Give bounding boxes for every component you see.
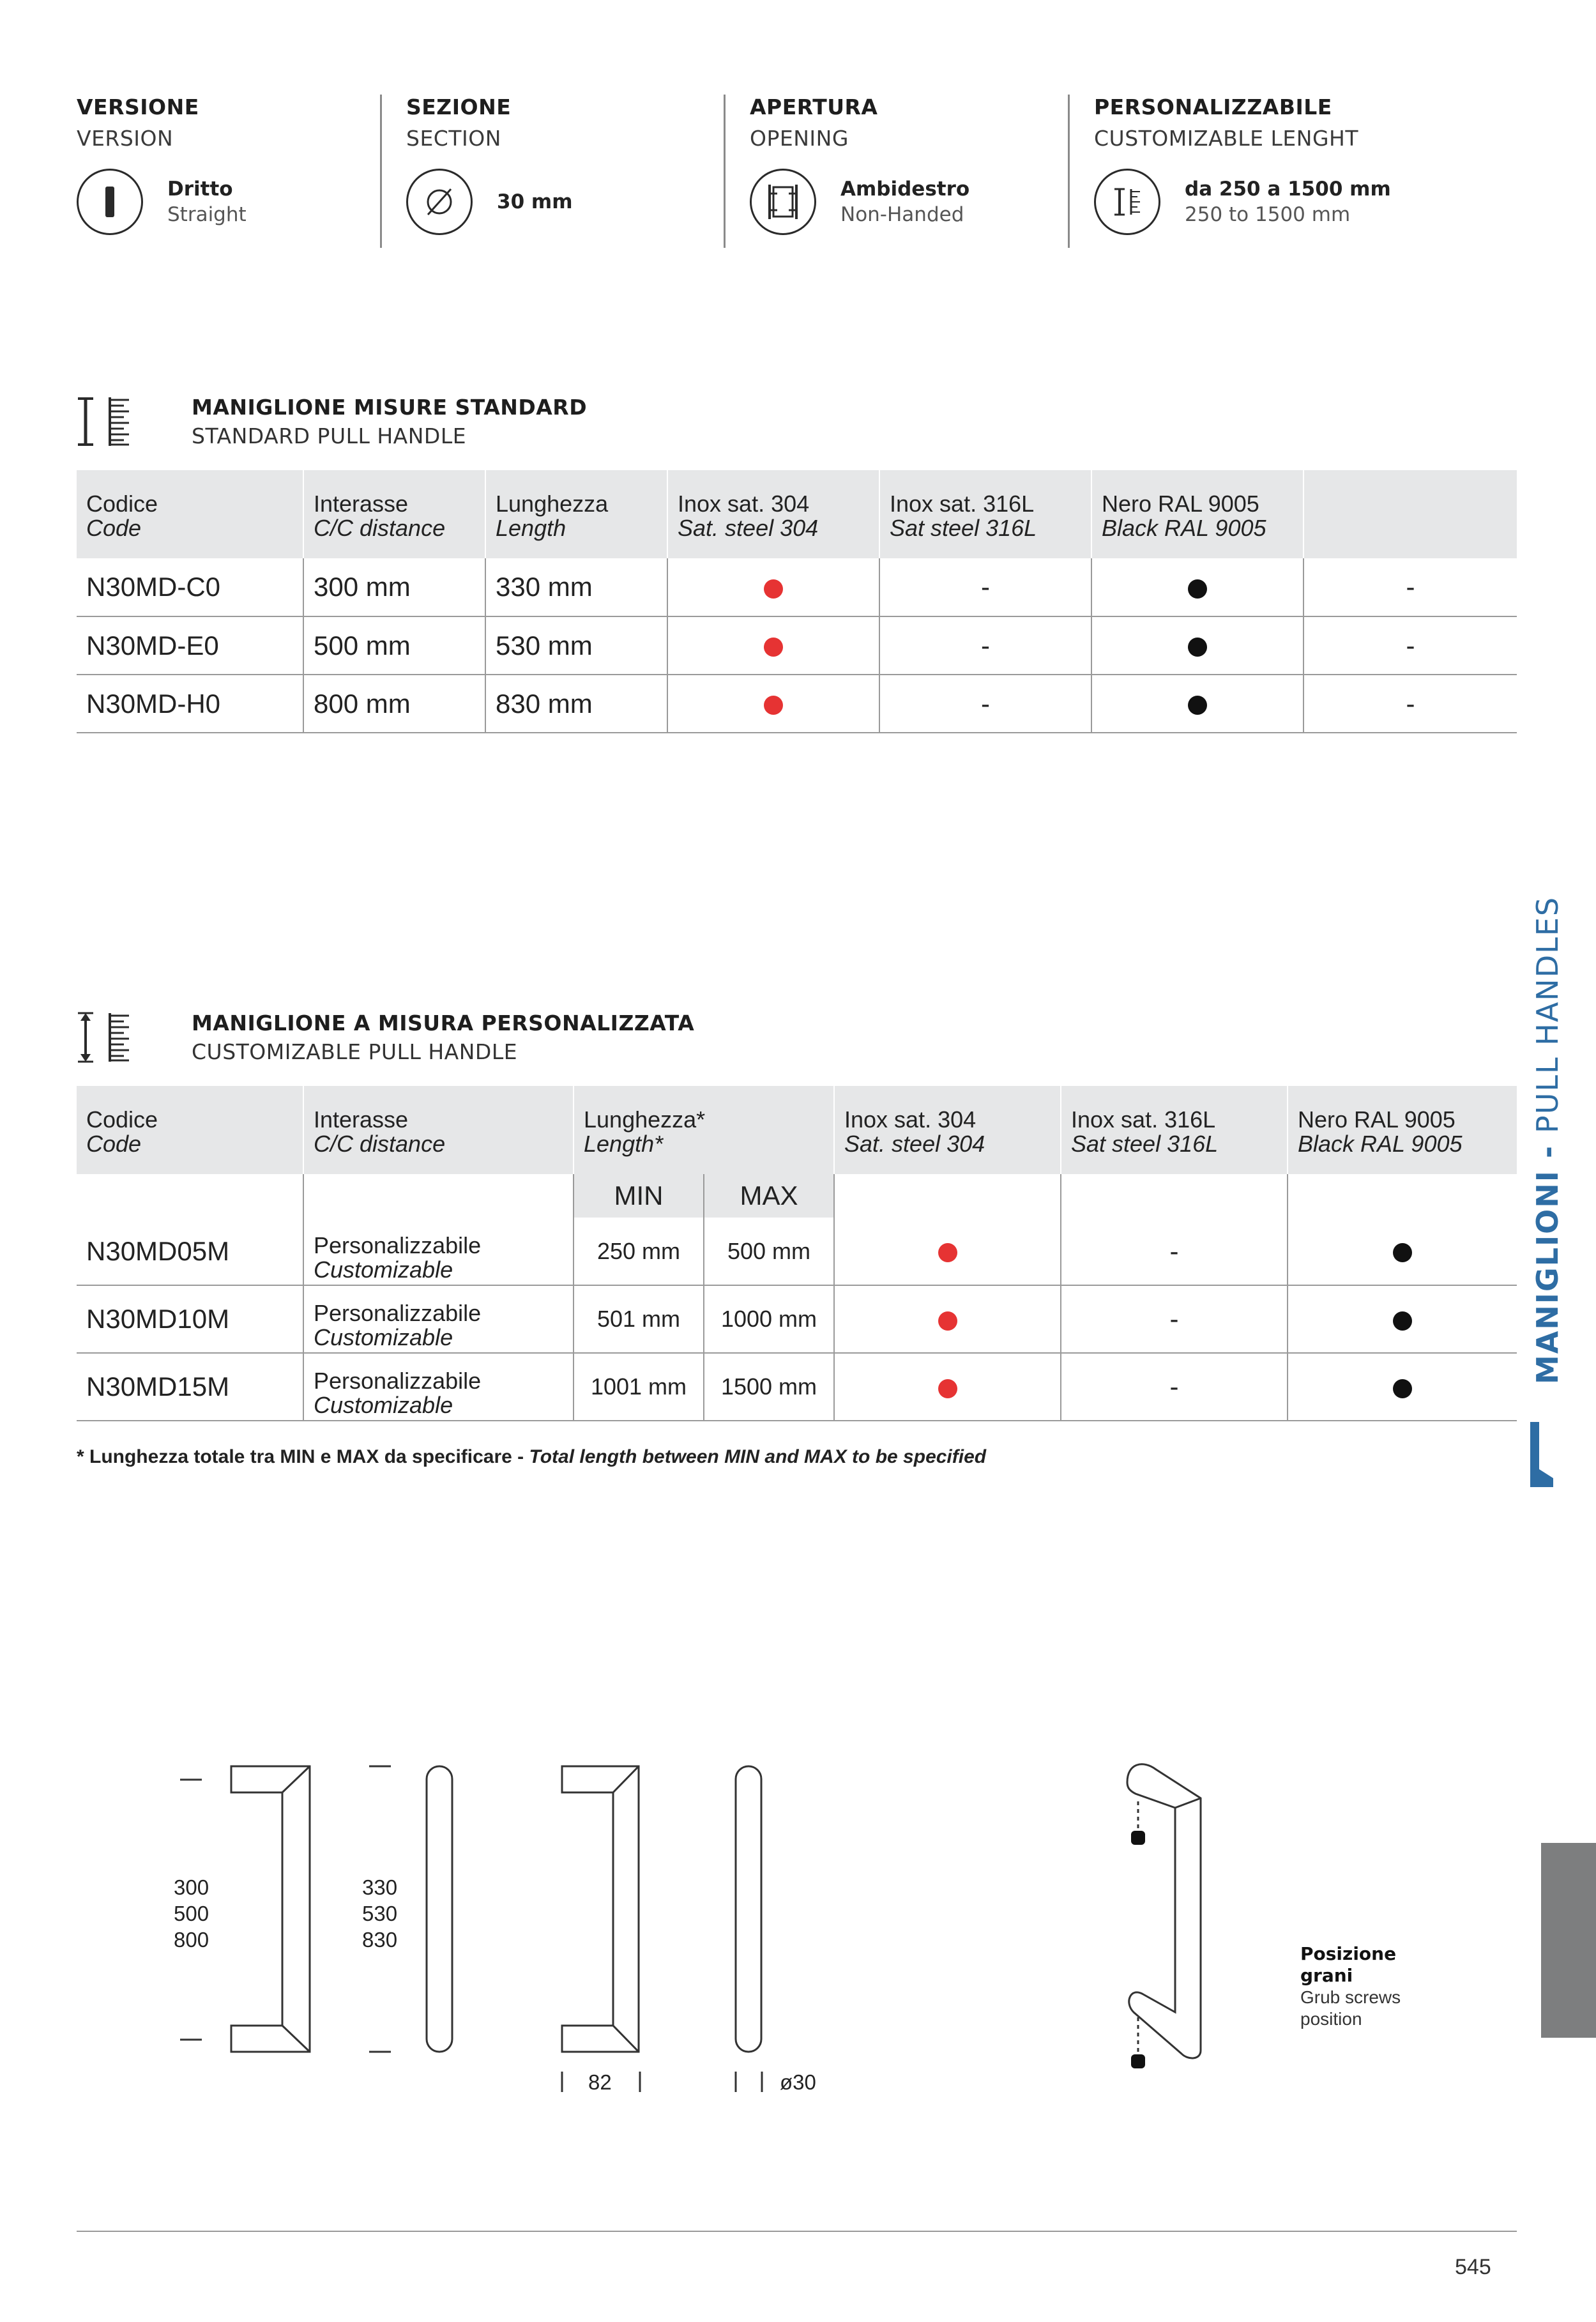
custom-section-header (77, 1011, 694, 1064)
handle-logo-icon (1528, 1419, 1560, 1490)
available-red-dot (764, 579, 783, 599)
min-label: MIN (574, 1174, 704, 1218)
cell-cc: 500 mm (303, 616, 485, 675)
section-title: MANIGLIONE MISURE STANDARD (192, 395, 588, 420)
header-code: Codice Code (77, 1086, 303, 1174)
custom-length-icon (77, 1012, 134, 1063)
spec-title: VERSIONE (77, 95, 199, 119)
footnote-en: Total length between MIN and MAX to be specified (529, 1446, 987, 1467)
header-length: Lunghezza Length (485, 470, 667, 558)
spec-value: da 250 a 1500 mm (1185, 178, 1391, 201)
custom-length-icon (1094, 169, 1160, 235)
spec-version (77, 95, 247, 248)
cell-cc: Personalizzabile Customizable (303, 1285, 574, 1353)
cc-dimension-labels: 300 500 800 (174, 1875, 209, 1952)
header-cc: Interasse C/C distance (303, 470, 485, 558)
header-steel-304: Inox sat. 304 Sat. steel 304 (667, 470, 879, 558)
header-steel-304: Inox sat. 304 Sat. steel 304 (834, 1086, 1061, 1174)
spec-value-en: Straight (167, 203, 247, 226)
spec-value-en: 250 to 1500 mm (1185, 203, 1351, 226)
table-row (77, 558, 1517, 616)
cell-code: N30MD-C0 (77, 558, 303, 616)
spec-value-en: Non-Handed (840, 203, 964, 226)
cell-code: N30MD10M (77, 1285, 303, 1353)
max-label: MAX (704, 1174, 834, 1218)
min-max-row (77, 1174, 1517, 1218)
cell-steel-316: - (879, 675, 1091, 733)
cell-steel-316: - (879, 616, 1091, 675)
header-black: Nero RAL 9005 Black RAL 9005 (1091, 470, 1303, 558)
cell-cc: 800 mm (303, 675, 485, 733)
spec-opening (724, 95, 969, 248)
spec-value: 30 mm (497, 190, 573, 213)
diameter-dimension: ø30 (780, 2070, 816, 2094)
table-row (77, 1218, 1517, 1285)
spec-customizable (1068, 95, 1391, 248)
table-header-row (77, 1086, 1517, 1174)
cell-code: N30MD05M (77, 1218, 303, 1285)
available-red-dot (764, 696, 783, 715)
technical-drawing (0, 1750, 1596, 2108)
cell-length: 830 mm (485, 675, 667, 733)
header-steel-316: Inox sat. 316L Sat steel 316L (879, 470, 1091, 558)
header-code: Codice Code (77, 470, 303, 558)
spec-title: APERTURA (750, 95, 878, 119)
cell-max: 500 mm (704, 1218, 834, 1285)
custom-table (77, 1086, 1517, 1421)
table-row (77, 616, 1517, 675)
available-black-dot (1188, 638, 1207, 657)
available-red-dot (938, 1243, 957, 1262)
available-red-dot (764, 638, 783, 657)
cell-steel-316: - (1061, 1218, 1288, 1285)
spec-title: PERSONALIZZABILE (1094, 95, 1332, 119)
header-cc: Interasse C/C distance (303, 1086, 574, 1174)
spec-value: Ambidestro (840, 178, 970, 201)
section-subtitle: STANDARD PULL HANDLE (192, 424, 467, 448)
spec-subtitle: VERSION (77, 126, 174, 151)
standard-length-icon (77, 396, 134, 447)
side-tab-label: MANIGLIONI - PULL HANDLES (1530, 896, 1565, 1385)
table-row (77, 1353, 1517, 1421)
side-tab (1522, 885, 1573, 1396)
footer-divider (77, 2231, 1517, 2232)
header-steel-316: Inox sat. 316L Sat steel 316L (1061, 1086, 1288, 1174)
cell-extra: - (1303, 558, 1517, 616)
diameter-icon (406, 169, 473, 235)
cell-min: 501 mm (574, 1285, 704, 1353)
cell-cc: Personalizzabile Customizable (303, 1218, 574, 1285)
cell-cc: 300 mm (303, 558, 485, 616)
cell-min: 1001 mm (574, 1353, 704, 1421)
cell-extra: - (1303, 675, 1517, 733)
grub-screw-top (1131, 1831, 1145, 1845)
table-row (77, 1285, 1517, 1353)
page-number: 545 (1455, 2255, 1491, 2279)
header-length: Lunghezza* Length* (574, 1086, 834, 1174)
header-black: Nero RAL 9005 Black RAL 9005 (1288, 1086, 1517, 1174)
projection-dimension: 82 (588, 2070, 612, 2094)
footnote-it: * Lunghezza totale tra MIN e MAX da specificare - (77, 1446, 529, 1467)
spec-title: SEZIONE (406, 95, 512, 119)
spec-subtitle: OPENING (750, 126, 849, 151)
grub-screw-bottom (1131, 2054, 1145, 2068)
cell-cc: Personalizzabile Customizable (303, 1353, 574, 1421)
available-black-dot (1188, 579, 1207, 599)
cell-steel-316: - (1061, 1285, 1288, 1353)
spec-section (380, 95, 573, 248)
available-red-dot (938, 1311, 957, 1331)
spec-value: Dritto (167, 178, 233, 201)
header-empty (1303, 470, 1517, 558)
available-black-dot (1393, 1311, 1412, 1331)
non-handed-icon (750, 169, 816, 235)
cell-code: N30MD-E0 (77, 616, 303, 675)
spec-subtitle: SECTION (406, 126, 501, 151)
cell-max: 1000 mm (704, 1285, 834, 1353)
available-black-dot (1393, 1243, 1412, 1262)
available-black-dot (1393, 1379, 1412, 1398)
length-dimension-labels: 330 530 830 (362, 1875, 398, 1952)
cell-steel-316: - (879, 558, 1091, 616)
cell-max: 1500 mm (704, 1353, 834, 1421)
table-header-row (77, 470, 1517, 558)
grub-screws-legend: Posizione grani Grub screws position (1300, 1943, 1401, 2029)
standard-table (77, 470, 1517, 733)
section-title: MANIGLIONE A MISURA PERSONALIZZATA (192, 1011, 695, 1035)
available-black-dot (1188, 696, 1207, 715)
cell-code: N30MD15M (77, 1353, 303, 1421)
cell-length: 330 mm (485, 558, 667, 616)
cell-steel-316: - (1061, 1353, 1288, 1421)
standard-section-header (77, 395, 587, 448)
cell-min: 250 mm (574, 1218, 704, 1285)
table-row (77, 675, 1517, 733)
cell-extra: - (1303, 616, 1517, 675)
cell-length: 530 mm (485, 616, 667, 675)
straight-handle-icon (77, 169, 143, 235)
spec-subtitle: CUSTOMIZABLE LENGHT (1094, 126, 1358, 151)
section-subtitle: CUSTOMIZABLE PULL HANDLE (192, 1039, 518, 1064)
footnote (77, 1446, 986, 1468)
available-red-dot (938, 1379, 957, 1398)
cell-code: N30MD-H0 (77, 675, 303, 733)
